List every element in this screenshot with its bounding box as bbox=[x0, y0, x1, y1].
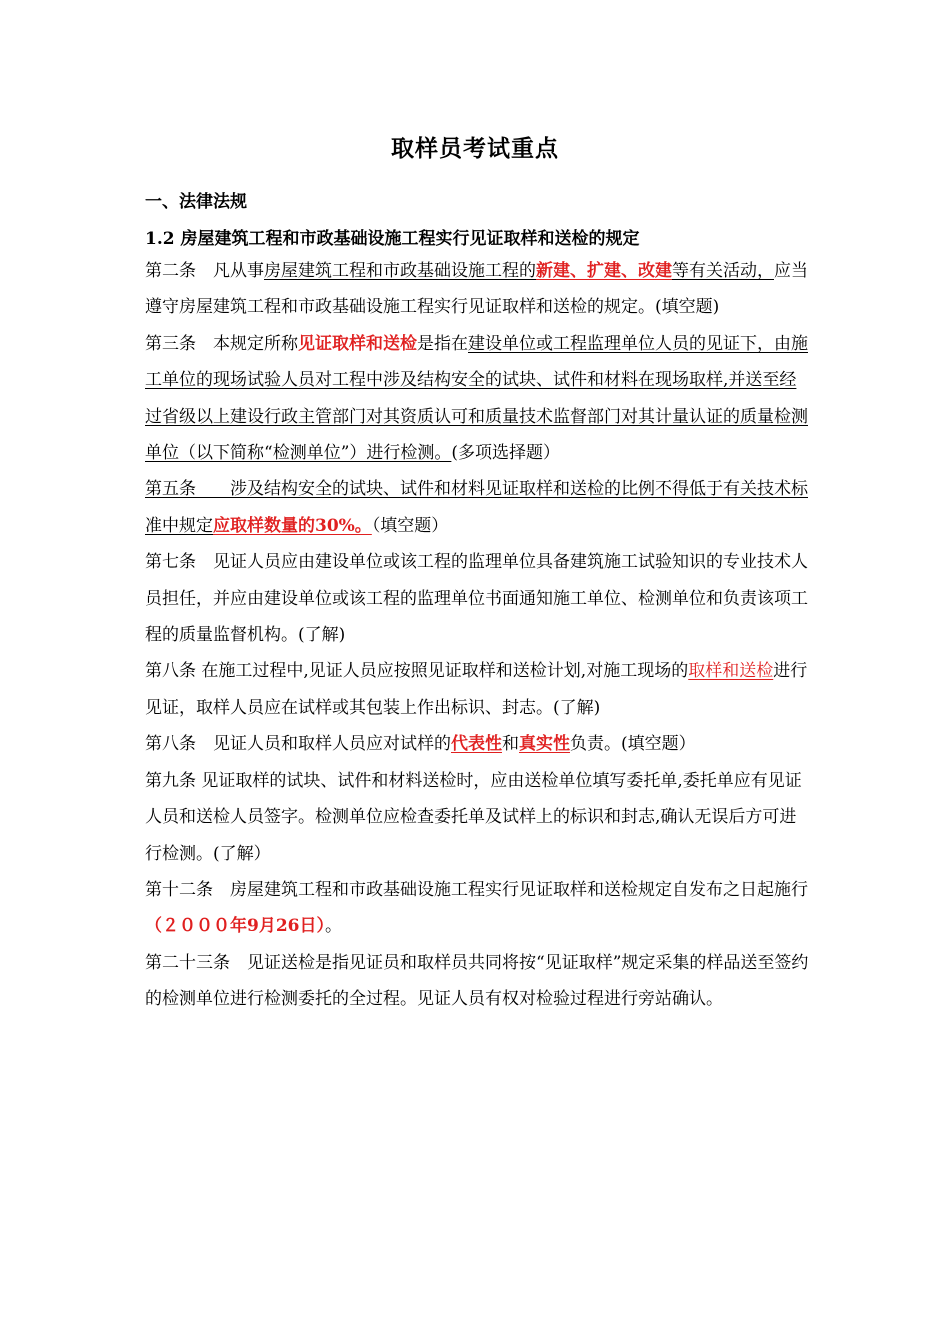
subsection-heading: 1.2 房屋建筑工程和市政基础设施工程实行见证取样和送检的规定 bbox=[145, 229, 640, 249]
highlight-text: 见证取样和送检 bbox=[298, 333, 417, 354]
underlined-text: 涉及结构安全的试块、试件和材料见证取样和送检的比例不得低于有关技术标准中规定 bbox=[145, 479, 808, 536]
article-label: 第八条 bbox=[145, 734, 196, 755]
document-body bbox=[145, 253, 810, 1018]
article-label: 第五条 bbox=[145, 479, 196, 500]
underlined-text: 等有关活动， bbox=[672, 261, 774, 281]
question-type-tag: (了解) bbox=[298, 625, 346, 646]
highlight-text: （２０００年9月26日） bbox=[145, 916, 325, 937]
article-label: 第八条 bbox=[145, 661, 196, 682]
article-9: 第九条 见证取样的试块、试件和材料送检时，应由送检单位填写委托单,委托单应有见证人员和送检人员签字。检测单位应检查委托单及试样上的标识和封志,确认无误后方可进行检测。(了解） bbox=[145, 770, 802, 864]
article-7: 第七条 见证人员应由建设单位或该工程的监理单位具备建筑施工试验知识的专业技术人员担任，并应由建设单位或该工程的监理单位书面通知施工单位、检测单位和负责该项工程的质量监督机构。(了解) bbox=[145, 552, 808, 646]
highlight-text: 应取样数量的30%。 bbox=[213, 515, 372, 536]
article-label: 第三条 bbox=[145, 333, 196, 354]
question-type-tag: (了解) bbox=[553, 697, 601, 718]
highlight-text: 代表性 bbox=[451, 734, 502, 755]
article-label: 第十二条 bbox=[145, 879, 213, 900]
page-title: 取样员考试重点 bbox=[391, 135, 559, 162]
article-8b: 第八条 见证人员和取样人员应对试样的代表性和真实性负责。(填空题） bbox=[145, 734, 696, 755]
question-type-tag: (了解） bbox=[213, 843, 271, 864]
highlight-text: 真实性 bbox=[519, 734, 570, 755]
underlined-text: 房屋建筑工程和市政基础设施工程的 bbox=[264, 261, 536, 281]
highlight-text: 新建、扩建、改建 bbox=[536, 261, 672, 281]
section-heading: 一、法律法规 bbox=[145, 192, 247, 212]
article-2: 第二条 凡从事房屋建筑工程和市政基础设施工程的新建、扩建、改建等有关活动，应当遵守房屋建筑工程和市政基础设施工程实行见证取样和送检的规定。(填空题) bbox=[145, 261, 808, 318]
question-type-tag: （填空题） bbox=[371, 515, 449, 536]
article-5 bbox=[145, 471, 810, 544]
article-label: 第七条 bbox=[145, 552, 196, 573]
article-8a: 第八条 在施工过程中,见证人员应按照见证取样和送检计划,对施工现场的取样和送检进行见证，取样人员应在试样或其包装上作出标识、封志。(了解) bbox=[145, 661, 808, 718]
question-type-tag: (多项选择题） bbox=[451, 443, 561, 464]
article-12: 第十二条 房屋建筑工程和市政基础设施工程实行见证取样和送检规定自发布之日起施行（２０００年9月26日）。 bbox=[145, 879, 808, 937]
article-3: 第三条 本规定所称见证取样和送检是指在建设单位或工程监理单位人员的见证下，由施工单位的现场试验人员对工程中涉及结构安全的试块、试件和材料在现场取样,并送至经过省级以上建设行政主管部门对其资质认可和质量技术监督部门对其计量认证的质量检测单位（以下简称“检测单位”）进行检测。(多项选择题） bbox=[145, 333, 808, 464]
article-label: 第二十三条 bbox=[145, 952, 230, 973]
article-label: 第九条 bbox=[145, 770, 196, 791]
article-23: 第二十三条 见证送检是指见证员和取样员共同将按“见证取样”规定采集的样品送至签约的检测单位进行检测委托的全过程。见证人员有权对检验过程进行旁站确认。 bbox=[145, 952, 809, 1010]
question-type-tag: (填空题) bbox=[655, 297, 720, 318]
underlined-text: 建设单位或工程监理单位人员的见证下，由施工单位的现场试验人员对工程中涉及结构安全的试块、试件和材料在现场取样,并送至经过省级以上建设行政主管部门对其资质认可和质量技术监督部门对其计量认证的质量检测单位（以下简称“检测单位”）进行检测。 bbox=[145, 333, 808, 464]
highlight-text: 取样和送检 bbox=[688, 661, 774, 682]
question-type-tag: (填空题） bbox=[621, 734, 696, 755]
article-label: 第二条 bbox=[145, 261, 196, 281]
